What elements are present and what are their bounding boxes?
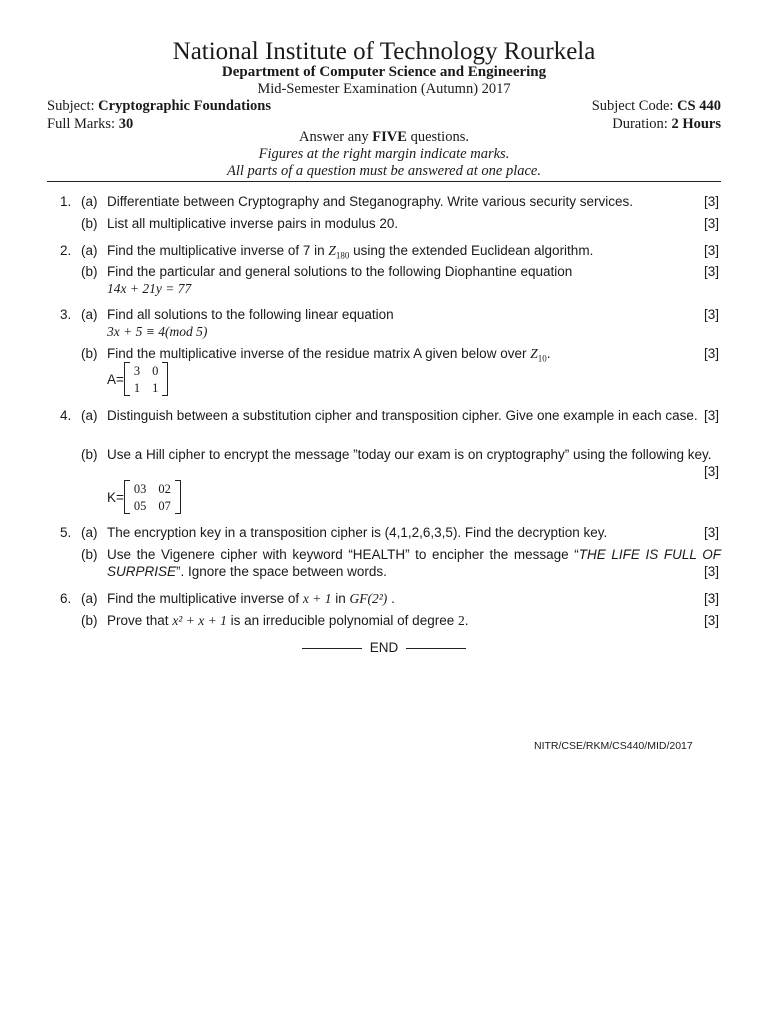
part-label: (a) xyxy=(81,591,98,606)
question-text: The encryption key in a transposition cipher is (4,1,2,6,3,5). Find the decryption key. xyxy=(107,525,608,540)
part-label: (a) xyxy=(81,243,98,258)
matrix-label: K= xyxy=(107,489,124,505)
part-label: (a) xyxy=(81,408,98,423)
text-post: . xyxy=(546,346,551,361)
question-number: 4. xyxy=(60,408,72,423)
subject-code-label: Subject Code: xyxy=(591,98,674,114)
subject-label: Subject: xyxy=(47,98,95,114)
question-marks: [3] xyxy=(704,464,720,479)
matrix-cell: 05 xyxy=(133,498,147,513)
question-marks: [3] xyxy=(704,243,720,258)
matrix-k xyxy=(107,480,181,514)
duration-value: 2 Hours xyxy=(671,116,721,132)
department-name: Department of Computer Science and Engineering xyxy=(221,64,547,80)
question-marks: [3] xyxy=(704,591,720,606)
end-rule-right xyxy=(406,648,466,649)
answer-count: FIVE xyxy=(372,129,407,145)
duration-label: Duration: xyxy=(612,116,668,132)
matrix-cell: 03 xyxy=(133,481,147,496)
matrix-label: A= xyxy=(107,371,124,387)
question-marks: [3] xyxy=(704,264,720,279)
text-post: ”. Ignore the space between words. xyxy=(176,564,387,579)
question-number: 5. xyxy=(60,525,72,540)
text-pre: Prove that xyxy=(107,613,169,628)
question-number: 1. xyxy=(60,194,72,209)
part-label: (b) xyxy=(81,264,98,279)
text-mid: in xyxy=(335,591,346,606)
question-text: Differentiate between Cryptography and Steganography. Write various security services. xyxy=(107,194,634,209)
matrix-cell: 02 xyxy=(158,481,171,496)
paper-code-footer: NITR/CSE/RKM/CS440/MID/2017 xyxy=(534,740,693,752)
answer-pre: Answer any xyxy=(299,129,369,145)
matrix-cell: 07 xyxy=(158,498,171,513)
subject-line xyxy=(47,98,271,115)
institute-title: National Institute of Technology Rourkela xyxy=(172,38,596,65)
question-text xyxy=(107,612,699,629)
full-marks-label: Full Marks: xyxy=(47,116,116,132)
text-pre: Find the multiplicative inverse of the residue matrix A given below over xyxy=(107,346,527,361)
subject-value: Cryptographic Foundations xyxy=(98,98,271,114)
end-rule-left xyxy=(302,648,362,649)
marks-note: Figures at the right margin indicate marks. xyxy=(258,146,510,162)
text-post: . xyxy=(391,591,395,606)
question-marks: [3] xyxy=(704,307,720,322)
part-label: (b) xyxy=(81,346,98,361)
question-number: 3. xyxy=(60,307,72,322)
exam-name: Mid-Semester Examination (Autumn) 2017 xyxy=(257,81,511,97)
text-post: using the extended Euclidean algorithm. xyxy=(353,243,594,258)
part-label: (b) xyxy=(81,547,98,562)
math-subscript: 10 xyxy=(537,353,547,364)
question-text xyxy=(107,546,721,580)
end-text: END xyxy=(369,640,399,655)
question-text xyxy=(107,345,699,368)
diophantine-equation: 14x + 21y = 77 xyxy=(107,281,192,296)
matrix-a xyxy=(107,362,168,396)
text-mid: is an irreducible polynomial of degree xyxy=(230,613,455,628)
question-marks: [3] xyxy=(704,564,720,579)
text-post: . xyxy=(464,613,469,628)
answer-place-note: All parts of a question must be answered at one place. xyxy=(226,163,541,179)
math-var: Z xyxy=(328,243,336,258)
matrix-cells xyxy=(130,481,175,514)
full-marks-value: 30 xyxy=(118,116,134,132)
matrix-cell: 1 xyxy=(152,380,159,395)
math-var: Z xyxy=(530,346,538,361)
part-label: (a) xyxy=(81,307,98,322)
question-text: List all multiplicative inverse pairs in modulus 20. xyxy=(107,216,399,231)
question-marks: [3] xyxy=(704,613,720,628)
subject-code-line xyxy=(592,98,721,115)
text-pre: Find the multiplicative inverse of xyxy=(107,591,300,606)
question-text: Find all solutions to the following linear equation xyxy=(107,307,394,322)
right-bracket xyxy=(175,480,181,514)
question-marks: [3] xyxy=(704,408,720,423)
question-text xyxy=(107,242,699,265)
question-text xyxy=(107,590,699,607)
math-expression: x² + x + 1 xyxy=(172,613,227,628)
matrix-cell: 0 xyxy=(152,363,159,378)
linear-congruence: 3x + 5 ≡ 4(mod 5) xyxy=(107,324,208,339)
part-label: (b) xyxy=(81,613,98,628)
question-number: 2. xyxy=(60,243,72,258)
question-number: 6. xyxy=(60,591,72,606)
answer-post: questions. xyxy=(410,129,469,145)
question-text: Use a Hill cipher to encrypt the message ”today our exam is on cryptography” using the following key. xyxy=(107,447,712,462)
question-marks: [3] xyxy=(704,194,720,209)
matrix-cells xyxy=(130,363,163,396)
plaintext-message: THE LIFE IS FULL OF SURPRISE xyxy=(107,547,721,579)
question-marks: [3] xyxy=(704,346,720,361)
text-pre: Use the Vigenere cipher with keyword “HEALTH” to encipher the message “ xyxy=(107,547,579,562)
matrix-cell: 3 xyxy=(133,363,141,378)
text-pre: Find the multiplicative inverse of 7 in xyxy=(107,243,325,258)
math-subscript: 180 xyxy=(335,250,350,261)
degree-value: 2 xyxy=(458,613,465,628)
answer-instruction xyxy=(0,129,768,146)
part-label: (b) xyxy=(81,216,98,231)
right-bracket xyxy=(162,362,168,396)
question-marks: [3] xyxy=(704,216,720,231)
part-label: (b) xyxy=(81,447,98,462)
end-marker xyxy=(0,640,768,655)
question-marks: [3] xyxy=(704,525,720,540)
question-text: Find the particular and general solutions to the following Diophantine equation xyxy=(107,264,573,279)
subject-code-value: CS 440 xyxy=(677,98,721,114)
question-text: Distinguish between a substitution cipher and transposition cipher. Give one example in each case. xyxy=(107,408,698,423)
galois-field: GF(2²) xyxy=(349,591,388,606)
header-divider xyxy=(47,181,721,182)
math-expression: x + 1 xyxy=(302,591,332,606)
matrix-cell: 1 xyxy=(133,380,141,395)
part-label: (a) xyxy=(81,525,98,540)
part-label: (a) xyxy=(81,194,98,209)
